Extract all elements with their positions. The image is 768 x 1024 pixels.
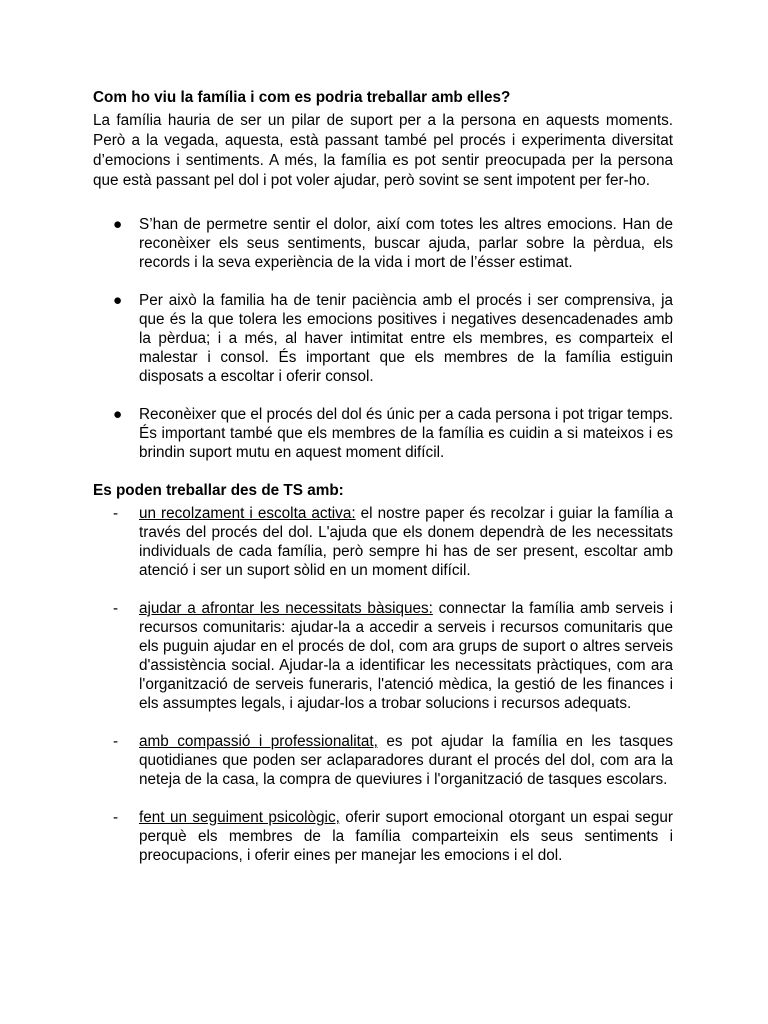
dash-item xyxy=(93,504,673,580)
intro-paragraph: La família hauria de ser un pilar de suport per a la persona en aquests moments. Però a la vegada, aquesta, està passant també pel procés i experimenta diversitat d’emocions i sentiments. A més, la família es pot sentir preocupada per la persona que està passant pel dol i pot voler ajudar, però sovint se sent impotent per fer-ho. xyxy=(93,112,673,189)
bullet-marker: ● xyxy=(113,406,123,423)
bullet-list xyxy=(93,215,673,462)
bullet-marker: ● xyxy=(113,216,123,233)
bullet-marker: ● xyxy=(113,292,123,309)
dash-marker: - xyxy=(113,600,119,617)
dash-list xyxy=(93,504,673,865)
dash-marker: - xyxy=(113,505,119,522)
bullet-item xyxy=(93,405,673,462)
bullet-text: S’han de permetre sentir el dolor, així com totes les altres emocions. Han de reconèixer els seus sentiments, buscar ajuda, parlar sobre la pèrdua, els records i la seva experiència de la vida i mort de l’ésser estimat. xyxy=(139,216,673,271)
bullet-text: Reconèixer que el procés del dol és únic per a cada persona i pot trigar temps. És important també que els membres de la família es cuidin a si mateixos i es brindin suport mutu en aquest moment difícil. xyxy=(139,406,673,461)
dash-item xyxy=(93,599,673,713)
bullet-item xyxy=(93,291,673,386)
dash-item-label: amb compassió i professionalitat, xyxy=(139,733,378,750)
section-heading-ts: Es poden treballar des de TS amb: xyxy=(93,482,344,499)
section-heading-family: Com ho viu la família i com es podria treballar amb elles? xyxy=(93,89,511,106)
dash-item-label: ajudar a afrontar les necessitats bàsiques: xyxy=(139,600,433,617)
dash-item xyxy=(93,732,673,789)
dash-item xyxy=(93,808,673,865)
dash-item-text: connectar la família amb serveis i recursos comunitaris: ajudar-la a accedir a serveis i recursos comunitaris que els puguin ajudar en el procés de dol, com ara grups de suport o altres serveis d'assistència social. Ajudar-la a identificar les necessitats pràctiques, com ara l'organització de serveis funeraris, l'atenció mèdica, la gestió de les finances i els assumptes legals, i ajudar-los a trobar solucions i recursos adequats. xyxy=(139,600,673,712)
document-body xyxy=(93,88,673,884)
dash-item-text: oferir suport emocional otorgant un espai segur perquè els membres de la família comparteixin els seus sentiments i preocupacions, i oferir eines per manejar les emocions i el dol. xyxy=(139,809,673,864)
dash-item-label: fent un seguiment psicològic, xyxy=(139,809,340,826)
bullet-text: Per això la familia ha de tenir paciència amb el procés i ser comprensiva, ja que és la que tolera les emocions positives i negatives desencadenades amb la pèrdua; i a més, al haver intimitat entre els membres, es comparteix el malestar i consol. És important que els membres de la família estiguin disposats a escoltar i oferir consol. xyxy=(139,292,673,385)
dash-item-text: es pot ajudar la família en les tasques quotidianes que poden ser aclaparadores durant el procés del dol, com ara la neteja de la casa, la compra de queviures i l'organització de tasques escolars. xyxy=(139,733,673,788)
bullet-item xyxy=(93,215,673,272)
dash-item-label: un recolzament i escolta activa: xyxy=(139,505,356,522)
dash-marker: - xyxy=(113,733,119,750)
dash-item-text: el nostre paper és recolzar i guiar la família a través del procés del dol. L'ajuda que els donem dependrà de les necessitats individuals de cada família, però sempre hi has de ser present, escoltar amb atenció i ser un suport sòlid en un moment difícil. xyxy=(139,505,673,579)
dash-marker: - xyxy=(113,809,119,826)
